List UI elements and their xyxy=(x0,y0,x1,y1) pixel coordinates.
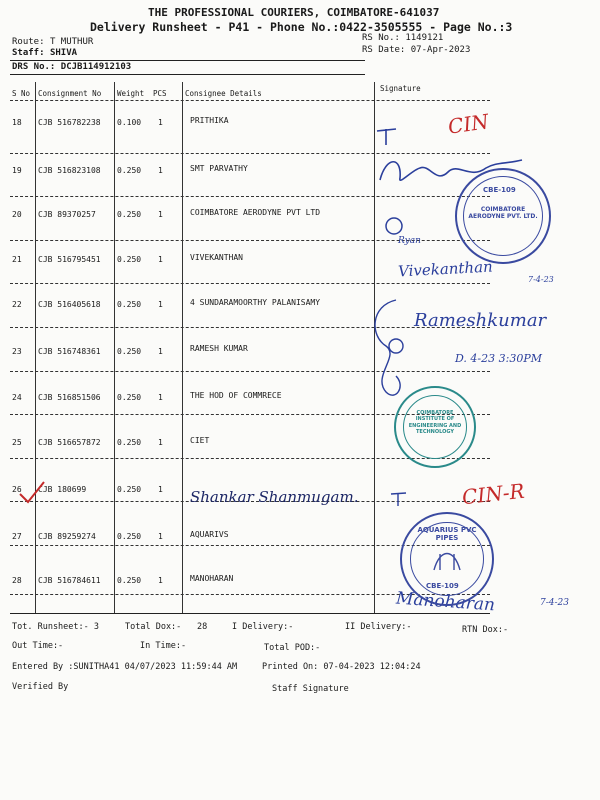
handwritten-cin: CIN xyxy=(446,109,491,139)
row-consignee: THE HOD OF COMMRECE xyxy=(190,391,282,400)
rs-date: RS Date: 07-Apr-2023 xyxy=(362,45,471,55)
row-sno: 25 xyxy=(12,438,22,447)
row-weight: 0.250 xyxy=(117,166,142,175)
handwritten-cin-r: CIN-R xyxy=(460,478,526,510)
row-sno: 19 xyxy=(12,166,22,175)
row-weight: 0.250 xyxy=(117,438,142,447)
handwritten-name-ryan: Ryan xyxy=(398,236,421,246)
row-divider xyxy=(10,283,490,284)
route-label: Route: xyxy=(12,37,45,47)
row-weight: 0.250 xyxy=(117,300,142,309)
i-delivery: I Delivery:- xyxy=(232,622,294,632)
row-consignee: SMT PARVATHY xyxy=(190,164,248,173)
row-consignee: AQUARIVS xyxy=(190,530,229,539)
entered-by: Entered By :SUNITHA41 04/07/2023 11:59:44 AM xyxy=(12,662,238,672)
row-pcs: 1 xyxy=(158,576,163,585)
row-consignee: RAMESH KUMAR xyxy=(190,344,248,353)
handwritten-date-7-4-23: 7-4-23 xyxy=(540,598,569,608)
row-sno: 26 xyxy=(12,485,22,494)
row-sno: 28 xyxy=(12,576,22,585)
table-bottom-rule xyxy=(10,613,490,614)
row-pcs: 1 xyxy=(158,118,163,127)
handwritten-manoharan: Manoharan xyxy=(395,588,496,616)
row-consignment: CJB 516795451 xyxy=(38,255,101,264)
in-time: In Time:- xyxy=(140,641,187,651)
verified-by: Verified By xyxy=(12,682,69,692)
row-pcs: 1 xyxy=(158,485,163,494)
row-pcs: 1 xyxy=(158,438,163,447)
staff-signature: Staff Signature xyxy=(272,684,349,694)
row-sno: 22 xyxy=(12,300,22,309)
row-pcs: 1 xyxy=(158,393,163,402)
row-divider xyxy=(10,100,490,101)
row-pcs: 1 xyxy=(158,166,163,175)
col-weight: Weight xyxy=(117,89,145,98)
handwritten-date-note: 7-4-23 xyxy=(528,275,554,284)
row-consignment: CJB 516851506 xyxy=(38,393,101,402)
stamp-code: CBE-109 xyxy=(483,186,516,194)
col-consignee: Consignee Details xyxy=(185,89,262,98)
row-divider xyxy=(10,196,490,197)
initial-mark-icon xyxy=(374,125,404,147)
row-weight: 0.250 xyxy=(117,347,142,356)
row-pcs: 1 xyxy=(158,255,163,264)
col-divider xyxy=(114,82,115,613)
stamp-text: AQUARIUS PVC PIPES xyxy=(417,526,477,542)
runsheet-subtitle: Delivery Runsheet - P41 - Phone No.:0422-3505555 - Page No.:3 xyxy=(90,20,513,34)
aerodyne-company-stamp xyxy=(455,168,551,264)
row-weight: 0.250 xyxy=(117,576,142,585)
staff-label: Staff: xyxy=(12,48,45,58)
drs-label: DRS No.: xyxy=(12,62,56,72)
col-divider xyxy=(182,82,183,613)
row-weight: 0.250 xyxy=(117,532,142,541)
row-consignee: CIET xyxy=(190,436,210,445)
stamp-code: CBE-109 xyxy=(426,582,459,590)
row-sno: 27 xyxy=(12,532,22,541)
drs-line xyxy=(12,62,131,72)
col-pcs: PCS xyxy=(153,89,167,98)
stamp-text: COIMBATORE INSTITUTE OF ENGINEERING AND TECHNOLOGY xyxy=(408,410,462,435)
total-dox-value: 28 xyxy=(197,622,208,632)
row-consignment: CJB 516823108 xyxy=(38,166,101,175)
circled-initial-icon xyxy=(386,336,406,356)
row-consignment: CJB 516657872 xyxy=(38,438,101,447)
handwritten-vivekanthan: Vivekanthan xyxy=(397,257,494,281)
stamp-text: COIMBATORE AERODYNE PVT. LTD. xyxy=(468,206,538,221)
total-runsheet: Tot. Runsheet:- 3 xyxy=(12,622,99,632)
col-sno: S No xyxy=(12,89,31,98)
initial-mark-icon xyxy=(388,490,410,508)
rs-number: RS No.: 1149121 xyxy=(362,33,444,43)
row-consignee: VIVEKANTHAN xyxy=(190,253,243,262)
row-pcs: 1 xyxy=(158,532,163,541)
col-signature: Signature xyxy=(380,84,421,93)
row-weight: 0.250 xyxy=(117,485,142,494)
rtn-dox: RTN Dox:- xyxy=(462,625,509,635)
col-consignment: Consignment No xyxy=(38,89,102,98)
row-consignee: 4 SUNDARAMOORTHY PALANISAMY xyxy=(190,298,321,307)
staff-line xyxy=(12,48,77,58)
route-value: T MUTHUR xyxy=(49,37,94,47)
row-consignment: CJB 516748361 xyxy=(38,347,101,356)
row-sno: 23 xyxy=(12,347,22,356)
row-pcs: 1 xyxy=(158,210,163,219)
row-weight: 0.250 xyxy=(117,255,142,264)
institute-stamp xyxy=(394,386,476,468)
row-sno: 21 xyxy=(12,255,22,264)
col-divider xyxy=(35,82,36,613)
row-weight: 0.100 xyxy=(117,118,142,127)
row-consignment: CJB 516782238 xyxy=(38,118,101,127)
row-pcs: 1 xyxy=(158,300,163,309)
row-consignee: MANOHARAN xyxy=(190,574,234,583)
row-sno: 24 xyxy=(12,393,22,402)
row-consignment: CJB 516784611 xyxy=(38,576,101,585)
total-pod: Total POD:- xyxy=(264,643,321,653)
header-rule xyxy=(10,60,365,61)
header-rule-2 xyxy=(10,74,365,75)
row-consignment: CJB 180699 xyxy=(38,485,87,494)
handwritten-time-note: D. 4-23 3:30PM xyxy=(455,352,542,365)
aquarius-company-stamp xyxy=(400,512,494,606)
row-consignment: CJB 89259274 xyxy=(38,532,96,541)
printed-on: Printed On: 07-04-2023 12:04:24 xyxy=(262,662,421,672)
row-consignment: CJB 89370257 xyxy=(38,210,96,219)
drs-value: DCJB114912103 xyxy=(60,62,132,72)
row-weight: 0.250 xyxy=(117,210,142,219)
total-dox-label: Total Dox:- xyxy=(125,622,182,632)
check-mark-icon xyxy=(18,478,48,508)
row-sno: 20 xyxy=(12,210,22,219)
out-time: Out Time:- xyxy=(12,641,64,651)
row-weight: 0.250 xyxy=(117,393,142,402)
company-title: THE PROFESSIONAL COURIERS, COIMBATORE-641037 xyxy=(148,6,440,19)
row-consignment: CJB 516405618 xyxy=(38,300,101,309)
row-sno: 18 xyxy=(12,118,22,127)
ii-delivery: II Delivery:- xyxy=(345,622,412,632)
handwritten-consignee-shankar: Shankar Shanmugam. xyxy=(190,488,359,506)
handwritten-rameshkumar: Rameshkumar xyxy=(414,310,547,331)
staff-value: SHIVA xyxy=(49,48,78,58)
row-consignee: COIMBATORE AERODYNE PVT LTD xyxy=(190,208,321,217)
row-pcs: 1 xyxy=(158,347,163,356)
route-line xyxy=(12,37,93,47)
circled-initial-icon xyxy=(382,214,406,238)
row-consignee: PRITHIKA xyxy=(190,116,229,125)
pipe-emblem-icon xyxy=(430,544,464,574)
